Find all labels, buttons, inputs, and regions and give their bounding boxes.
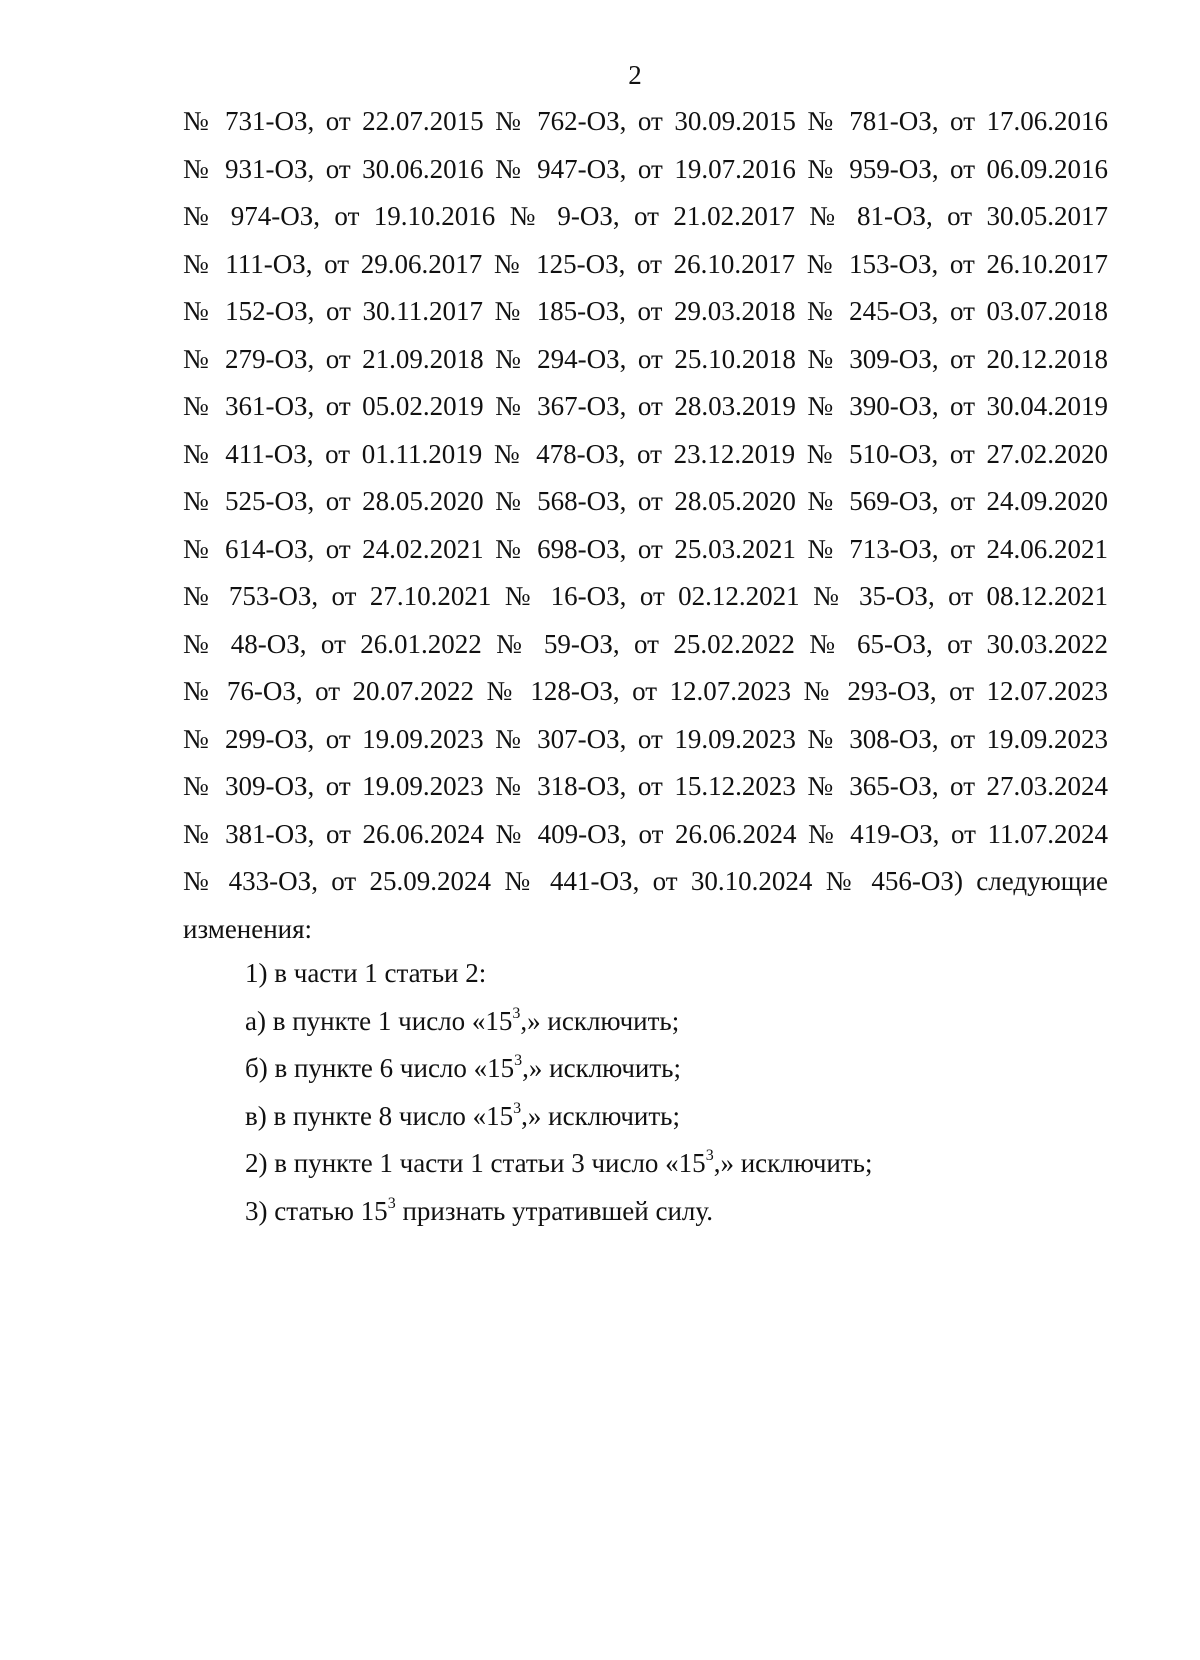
item-1: 1) в части 1 статьи 2: xyxy=(245,958,487,988)
subitem-v xyxy=(245,1093,1145,1141)
item-2 xyxy=(245,1140,1145,1188)
subitem-b-text: б) в пункте 6 число «15 xyxy=(245,1053,515,1083)
paragraph-line: № 433-ОЗ, от 25.09.2024 № 441-ОЗ, от 30.10.2024 № 456-ОЗ) следующие xyxy=(183,866,1108,896)
superscript: 3 xyxy=(513,1099,522,1117)
subitem-b xyxy=(245,1045,1145,1093)
superscript: 3 xyxy=(705,1147,714,1164)
item-3-text: 3) статью 15 xyxy=(245,1195,388,1226)
paragraph-line: № 76-ОЗ, от 20.07.2022 № 128-ОЗ, от 12.07.2023 № 293-ОЗ, от 12.07.2023 xyxy=(183,676,1108,706)
subitem-v-text: в) в пункте 8 число «15 xyxy=(245,1100,514,1131)
paragraph-line: № 381-ОЗ, от 26.06.2024 № 409-ОЗ, от 26.06.2024 № 419-ОЗ, от 11.07.2024 xyxy=(183,818,1108,849)
subitem-a-text-end: ,» исключить; xyxy=(520,1005,680,1036)
item-2-text: 2) в пункте 1 части 1 статьи 3 число «15 xyxy=(245,1148,706,1178)
paragraph-line: № 279-ОЗ, от 21.09.2018 № 294-ОЗ, от 25.10.2018 № 309-ОЗ, от 20.12.2018 xyxy=(183,343,1108,374)
paragraph-last-line: изменения: xyxy=(183,913,313,944)
paragraph-line: № 152-ОЗ, от 30.11.2017 № 185-ОЗ, от 29.03.2018 № 245-ОЗ, от 03.07.2018 xyxy=(183,296,1108,326)
paragraph-line: № 931-ОЗ, от 30.06.2016 № 947-ОЗ, от 19.07.2016 № 959-ОЗ, от 06.09.2016 xyxy=(183,153,1108,184)
subitem-a xyxy=(245,998,1145,1046)
paragraph-line: № 309-ОЗ, от 19.09.2023 № 318-ОЗ, от 15.12.2023 № 365-ОЗ, от 27.03.2024 xyxy=(183,771,1108,801)
paragraph-line: № 48-ОЗ, от 26.01.2022 № 59-ОЗ, от 25.02.2022 № 65-ОЗ, от 30.03.2022 xyxy=(183,628,1108,659)
paragraph-line: № 299-ОЗ, от 19.09.2023 № 307-ОЗ, от 19.09.2023 № 308-ОЗ, от 19.09.2023 xyxy=(183,723,1108,754)
page-number: 2 xyxy=(628,60,642,90)
item-2-text-end: ,» исключить; xyxy=(713,1148,873,1178)
paragraph-line: № 361-ОЗ, от 05.02.2019 № 367-ОЗ, от 28.03.2019 № 390-ОЗ, от 30.04.2019 xyxy=(183,391,1108,421)
paragraph-line: № 411-ОЗ, от 01.11.2019 № 478-ОЗ, от 23.12.2019 № 510-ОЗ, от 27.02.2020 xyxy=(183,438,1108,469)
superscript: 3 xyxy=(512,1004,521,1022)
paragraph-line: № 974-ОЗ, от 19.10.2016 № 9-ОЗ, от 21.02.2017 № 81-ОЗ, от 30.05.2017 xyxy=(183,201,1108,231)
paragraph-line: № 525-ОЗ, от 28.05.2020 № 568-ОЗ, от 28.05.2020 № 569-ОЗ, от 24.09.2020 xyxy=(183,486,1108,516)
item-3-text-end: признать утратившей силу. xyxy=(395,1195,713,1226)
superscript: 3 xyxy=(387,1194,396,1212)
amendment-paragraph xyxy=(183,98,1108,953)
paragraph-line: № 111-ОЗ, от 29.06.2017 № 125-ОЗ, от 26.10.2017 № 153-ОЗ, от 26.10.2017 xyxy=(183,248,1108,279)
subitem-a-text: а) в пункте 1 число «15 xyxy=(245,1005,513,1036)
superscript: 3 xyxy=(514,1052,523,1069)
item-3 xyxy=(245,1188,1145,1236)
paragraph-line: № 614-ОЗ, от 24.02.2021 № 698-ОЗ, от 25.03.2021 № 713-ОЗ, от 24.06.2021 xyxy=(183,533,1108,564)
subitem-v-text-end: ,» исключить; xyxy=(521,1100,680,1131)
amendment-items xyxy=(245,950,1145,1235)
subitem-b-text-end: ,» исключить; xyxy=(522,1053,681,1083)
paragraph-line: № 753-ОЗ, от 27.10.2021 № 16-ОЗ, от 02.12.2021 № 35-ОЗ, от 08.12.2021 xyxy=(183,581,1108,611)
paragraph-line: № 731-ОЗ, от 22.07.2015 № 762-ОЗ, от 30.09.2015 № 781-ОЗ, от 17.06.2016 xyxy=(183,106,1108,136)
